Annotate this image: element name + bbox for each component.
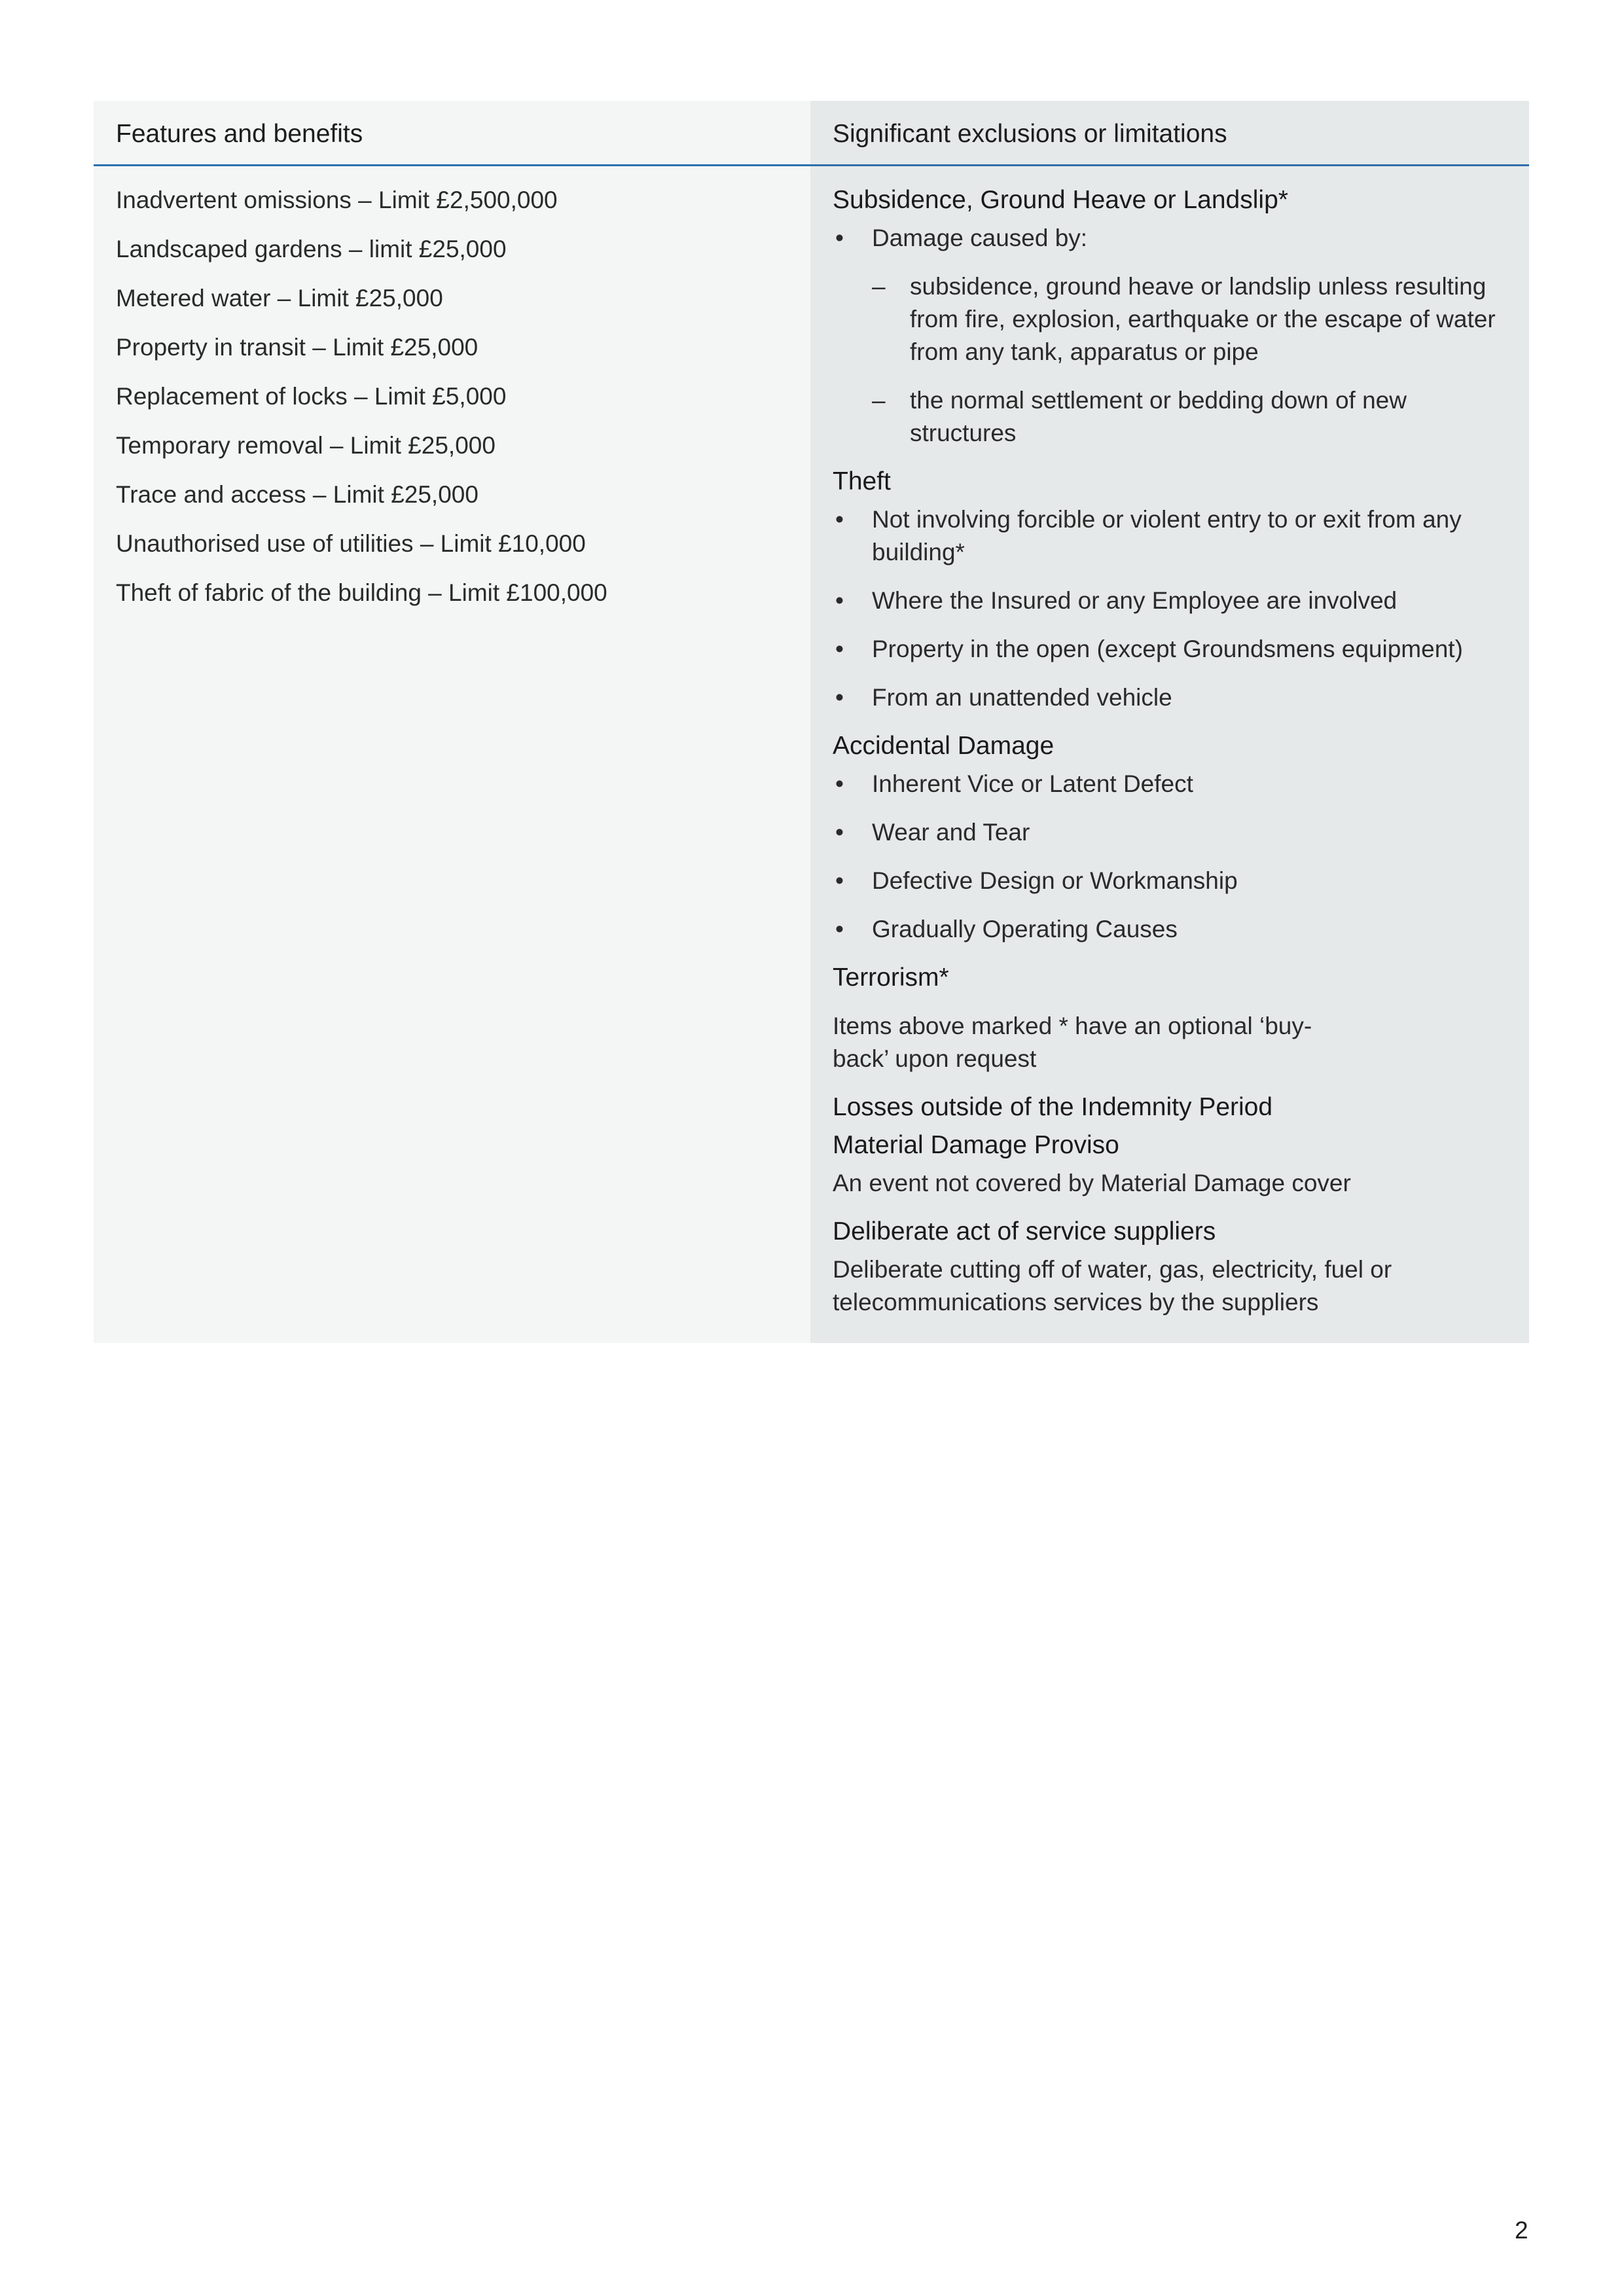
bullet-text: Defective Design or Workmanship	[872, 867, 1238, 894]
bullet-icon: •	[835, 636, 844, 662]
section-heading-subsidence: Subsidence, Ground Heave or Landslip*	[833, 186, 1288, 214]
dash-icon: –	[872, 387, 886, 414]
bullet-item	[833, 768, 1516, 800]
sub-item	[833, 270, 1516, 368]
sub-item-text: subsidence, ground heave or landslip unless resulting from fire, explosion, earthquake or the escape of water from any tank, apparatus or pipe	[910, 273, 1496, 365]
bullet-item	[833, 913, 1516, 946]
feature-item: Trace and access – Limit £25,000	[116, 481, 478, 508]
page-number: 2	[1515, 2217, 1528, 2244]
bullet-text: Wear and Tear	[872, 819, 1030, 846]
sub-item-text: the normal settlement or bedding down of new structures	[910, 387, 1407, 446]
bullet-item	[833, 503, 1516, 569]
section-heading-losses: Losses outside of the Indemnity Period	[833, 1093, 1273, 1121]
features-column	[94, 101, 810, 1343]
bullet-text: Property in the open (except Groundsmens equipment)	[872, 636, 1463, 662]
exclusions-column	[810, 101, 1529, 1343]
section-heading-proviso: Material Damage Proviso	[833, 1131, 1119, 1159]
features-exclusions-table	[94, 101, 1529, 1343]
features-header	[94, 101, 810, 166]
dash-icon: –	[872, 273, 886, 300]
features-header-label: Features and benefits	[116, 120, 363, 148]
bullet-item	[833, 816, 1516, 849]
feature-item: Replacement of locks – Limit £5,000	[116, 383, 507, 410]
deliberate-act-text: Deliberate cutting off of water, gas, electricity, fuel or telecommunications services by the suppliers	[833, 1256, 1392, 1316]
exclusions-header-label: Significant exclusions or limitations	[833, 120, 1227, 148]
sub-item	[833, 384, 1516, 450]
exclusions-header	[810, 101, 1529, 166]
section-heading-deliberate-act: Deliberate act of service suppliers	[833, 1217, 1216, 1246]
bullet-item	[833, 633, 1516, 666]
bullet-text: From an unattended vehicle	[872, 684, 1172, 711]
feature-item: Landscaped gardens – limit £25,000	[116, 236, 507, 262]
bullet-icon: •	[835, 819, 844, 846]
feature-item: Property in transit – Limit £25,000	[116, 334, 478, 361]
bullet-text: Inherent Vice or Latent Defect	[872, 770, 1193, 797]
bullet-icon: •	[835, 867, 844, 894]
bullet-icon: •	[835, 770, 844, 797]
proviso-text: An event not covered by Material Damage cover	[833, 1170, 1351, 1196]
bullet-text: Gradually Operating Causes	[872, 916, 1178, 942]
feature-item: Metered water – Limit £25,000	[116, 285, 443, 312]
bullet-item	[833, 681, 1516, 714]
bullet-icon: •	[835, 587, 844, 614]
bullet-icon: •	[835, 916, 844, 942]
feature-item: Temporary removal – Limit £25,000	[116, 432, 496, 459]
bullet-text: Damage caused by:	[872, 224, 1088, 251]
bullet-icon: •	[835, 684, 844, 711]
bullet-item	[833, 584, 1516, 617]
bullet-item	[833, 865, 1516, 897]
section-heading-theft: Theft	[833, 467, 891, 495]
bullet-text: Not involving forcible or violent entry to or exit from any building*	[872, 506, 1462, 565]
feature-item: Inadvertent omissions – Limit £2,500,000	[116, 187, 558, 213]
feature-item: Unauthorised use of utilities – Limit £10,000	[116, 530, 586, 557]
buy-back-note: Items above marked * have an optional ‘buy-back’ upon request	[833, 1013, 1312, 1072]
section-heading-terrorism: Terrorism*	[833, 963, 949, 992]
bullet-icon: •	[835, 506, 844, 533]
features-list	[116, 184, 797, 626]
bullet-icon: •	[835, 224, 844, 251]
bullet-text: Where the Insured or any Employee are involved	[872, 587, 1398, 614]
bullet-item	[833, 222, 1516, 255]
feature-item: Theft of fabric of the building – Limit £100,000	[116, 579, 607, 606]
exclusions-list	[833, 184, 1516, 1335]
section-heading-accidental-damage: Accidental Damage	[833, 732, 1055, 760]
